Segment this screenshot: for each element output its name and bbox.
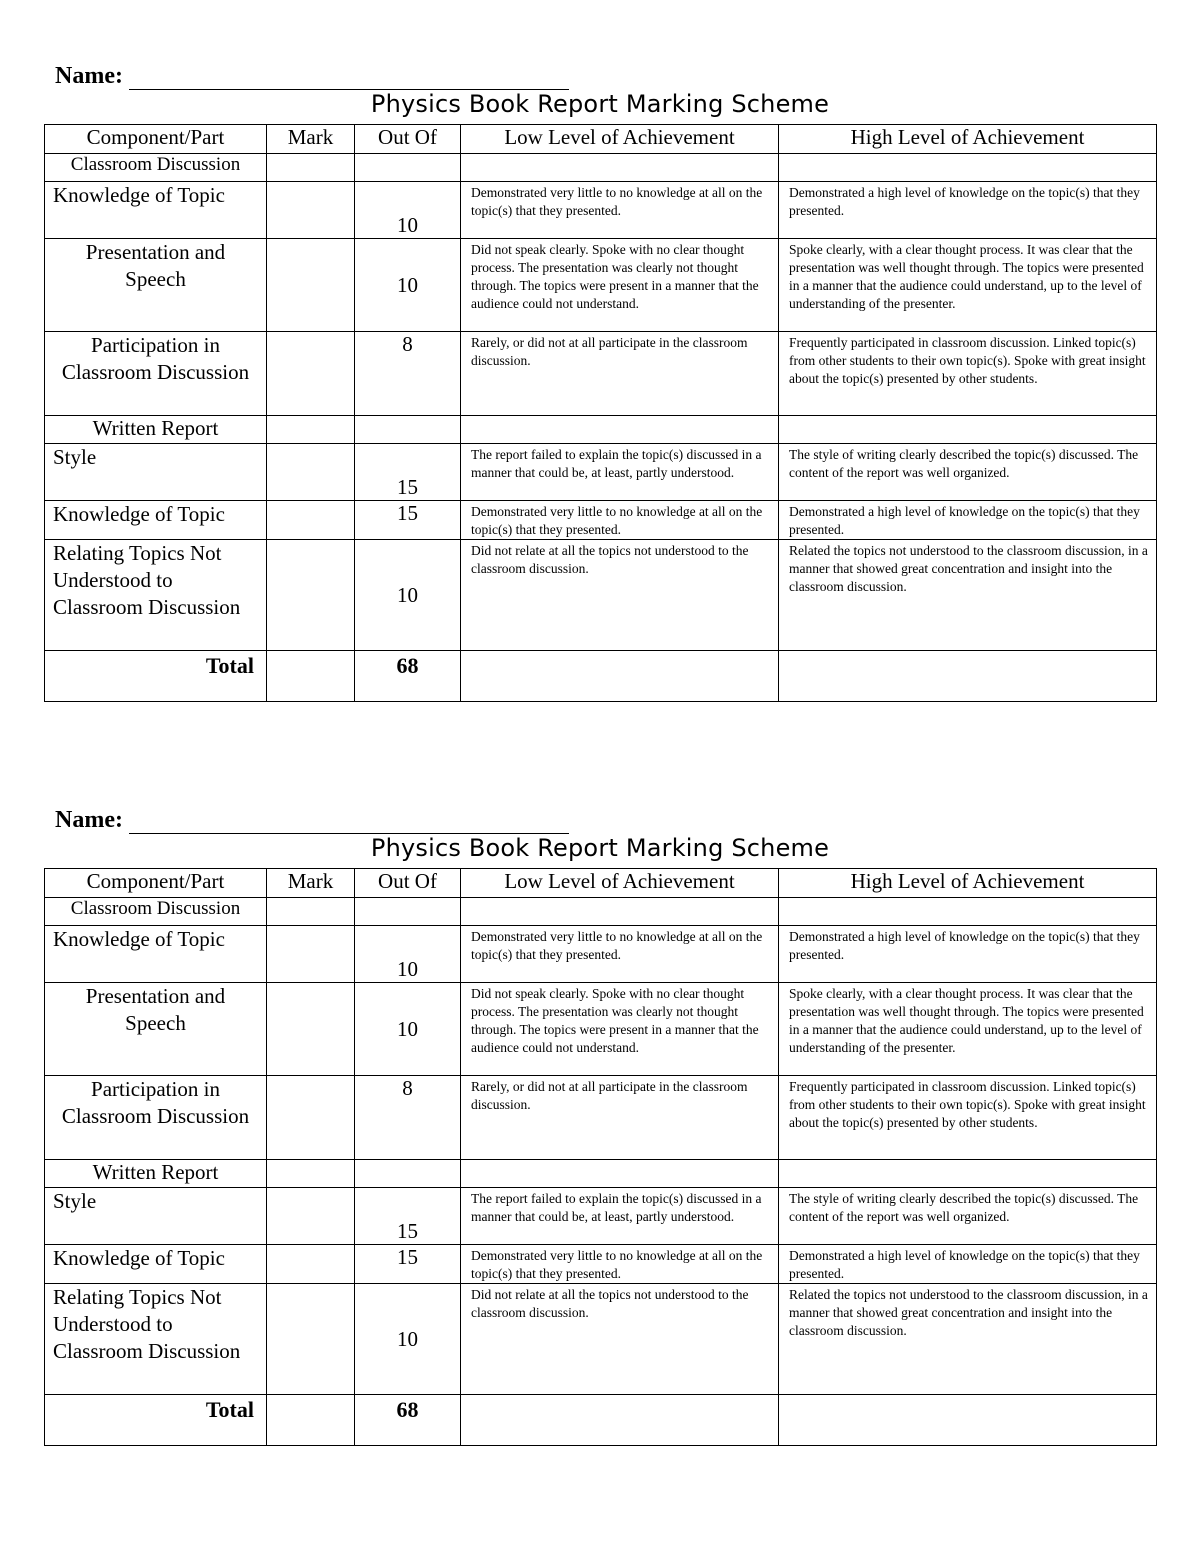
high-level-cell: Related the topics not understood to the classroom discussion, in a manner that showed great concentration and insight into the classroom discussion. xyxy=(779,1284,1157,1395)
total-value: 68 xyxy=(355,1395,461,1446)
table-row xyxy=(45,1076,1157,1160)
header-high-level: High Level of Achievement xyxy=(779,125,1157,154)
low-level-cell: Demonstrated very little to no knowledge at all on the topic(s) that they presented. xyxy=(461,501,779,540)
table-row xyxy=(45,926,1157,983)
low-level-cell: Rarely, or did not at all participate in the classroom discussion. xyxy=(461,1076,779,1160)
total-label: Total xyxy=(45,1395,267,1446)
table-row xyxy=(45,1245,1157,1284)
component-cell: Participation in Classroom Discussion xyxy=(45,1076,267,1160)
table-row xyxy=(45,1284,1157,1395)
mark-cell[interactable] xyxy=(267,332,355,416)
high-level-cell: The style of writing clearly described the topic(s) discussed. The content of the report was well organized. xyxy=(779,1188,1157,1245)
section-row-classroom xyxy=(45,898,1157,926)
empty-cell xyxy=(779,1395,1157,1446)
name-row xyxy=(55,56,569,90)
out-of-cell: 10 xyxy=(355,926,461,983)
component-cell: Style xyxy=(45,1188,267,1245)
low-level-cell: Demonstrated very little to no knowledge at all on the topic(s) that they presented. xyxy=(461,182,779,239)
out-of-cell: 10 xyxy=(355,182,461,239)
low-level-cell: Demonstrated very little to no knowledge at all on the topic(s) that they presented. xyxy=(461,1245,779,1284)
component-cell: Knowledge of Topic xyxy=(45,182,267,239)
table-header-row xyxy=(45,125,1157,154)
header-mark: Mark xyxy=(267,125,355,154)
empty-cell xyxy=(355,1160,461,1188)
component-cell: Participation in Classroom Discussion xyxy=(45,332,267,416)
mark-cell[interactable] xyxy=(267,239,355,332)
mark-cell[interactable] xyxy=(267,154,355,182)
out-of-cell: 10 xyxy=(355,239,461,332)
section-row-written xyxy=(45,416,1157,444)
out-of-cell: 15 xyxy=(355,1188,461,1245)
mark-cell[interactable] xyxy=(267,1188,355,1245)
mark-cell[interactable] xyxy=(267,926,355,983)
component-cell: Knowledge of Topic xyxy=(45,926,267,983)
empty-cell xyxy=(461,154,779,182)
out-of-cell: 8 xyxy=(355,332,461,416)
header-out-of: Out Of xyxy=(355,125,461,154)
high-level-cell: Frequently participated in classroom discussion. Linked topic(s) from other students to their own topic(s). Spoke with great insight about the topic(s) presented by other students. xyxy=(779,332,1157,416)
out-of-cell: 10 xyxy=(355,540,461,651)
high-level-cell: Demonstrated a high level of knowledge on the topic(s) that they presented. xyxy=(779,1245,1157,1284)
total-value: 68 xyxy=(355,651,461,702)
component-cell: Presentation and Speech xyxy=(45,239,267,332)
section-label-written: Written Report xyxy=(45,1160,267,1188)
empty-cell xyxy=(461,898,779,926)
table-row xyxy=(45,239,1157,332)
low-level-cell: Demonstrated very little to no knowledge at all on the topic(s) that they presented. xyxy=(461,926,779,983)
empty-cell xyxy=(355,416,461,444)
total-label: Total xyxy=(45,651,267,702)
high-level-cell: Demonstrated a high level of knowledge on the topic(s) that they presented. xyxy=(779,182,1157,239)
mark-cell[interactable] xyxy=(267,983,355,1076)
high-level-cell: Demonstrated a high level of knowledge on the topic(s) that they presented. xyxy=(779,501,1157,540)
header-high-level: High Level of Achievement xyxy=(779,869,1157,898)
low-level-cell: Did not relate at all the topics not understood to the classroom discussion. xyxy=(461,1284,779,1395)
out-of-cell: 10 xyxy=(355,983,461,1076)
page-title: Physics Book Report Marking Scheme xyxy=(370,90,830,118)
name-field[interactable] xyxy=(129,805,569,834)
empty-cell xyxy=(779,416,1157,444)
component-cell: Knowledge of Topic xyxy=(45,501,267,540)
empty-cell xyxy=(779,898,1157,926)
low-level-cell: Did not speak clearly. Spoke with no clear thought process. The presentation was clearly not thought through. The topics were present in a manner that the audience could not understand. xyxy=(461,239,779,332)
low-level-cell: The report failed to explain the topic(s) discussed in a manner that could be, at least, partly understood. xyxy=(461,444,779,501)
mark-cell[interactable] xyxy=(267,1076,355,1160)
low-level-cell: Rarely, or did not at all participate in the classroom discussion. xyxy=(461,332,779,416)
total-mark-cell[interactable] xyxy=(267,651,355,702)
empty-cell xyxy=(355,154,461,182)
table-row xyxy=(45,983,1157,1076)
component-cell: Style xyxy=(45,444,267,501)
header-component: Component/Part xyxy=(45,125,267,154)
component-cell: Knowledge of Topic xyxy=(45,1245,267,1284)
header-low-level: Low Level of Achievement xyxy=(461,125,779,154)
table-row xyxy=(45,501,1157,540)
header-mark: Mark xyxy=(267,869,355,898)
section-row-classroom xyxy=(45,154,1157,182)
total-row xyxy=(45,651,1157,702)
high-level-cell: Related the topics not understood to the classroom discussion, in a manner that showed great concentration and insight into the classroom discussion. xyxy=(779,540,1157,651)
name-label: Name: xyxy=(55,63,123,89)
low-level-cell: The report failed to explain the topic(s) discussed in a manner that could be, at least, partly understood. xyxy=(461,1188,779,1245)
section-label-written: Written Report xyxy=(45,416,267,444)
header-component: Component/Part xyxy=(45,869,267,898)
high-level-cell: Demonstrated a high level of knowledge on the topic(s) that they presented. xyxy=(779,926,1157,983)
name-field[interactable] xyxy=(129,61,569,90)
low-level-cell: Did not relate at all the topics not understood to the classroom discussion. xyxy=(461,540,779,651)
table-row xyxy=(45,1188,1157,1245)
table-row xyxy=(45,182,1157,239)
component-cell: Relating Topics Not Understood to Classroom Discussion xyxy=(45,540,267,651)
name-row xyxy=(55,800,569,834)
high-level-cell: The style of writing clearly described the topic(s) discussed. The content of the report was well organized. xyxy=(779,444,1157,501)
out-of-cell: 10 xyxy=(355,1284,461,1395)
empty-cell xyxy=(779,154,1157,182)
mark-cell[interactable] xyxy=(267,416,355,444)
empty-cell xyxy=(779,651,1157,702)
empty-cell xyxy=(461,1160,779,1188)
out-of-cell: 15 xyxy=(355,501,461,540)
mark-cell[interactable] xyxy=(267,501,355,540)
out-of-cell: 8 xyxy=(355,1076,461,1160)
high-level-cell: Spoke clearly, with a clear thought process. It was clear that the presentation was well thought through. The topics were presented in a manner that the audience could understand, up to the level of understanding of the presenter. xyxy=(779,239,1157,332)
mark-cell[interactable] xyxy=(267,898,355,926)
high-level-cell: Frequently participated in classroom discussion. Linked topic(s) from other students to their own topic(s). Spoke with great insight about the topic(s) presented by other students. xyxy=(779,1076,1157,1160)
empty-cell xyxy=(461,651,779,702)
mark-cell[interactable] xyxy=(267,1160,355,1188)
component-cell: Presentation and Speech xyxy=(45,983,267,1076)
empty-cell xyxy=(461,1395,779,1446)
total-row xyxy=(45,1395,1157,1446)
table-row xyxy=(45,444,1157,501)
section-label-classroom: Classroom Discussion xyxy=(45,898,267,926)
mark-cell[interactable] xyxy=(267,540,355,651)
page-title: Physics Book Report Marking Scheme xyxy=(370,834,830,862)
marking-table xyxy=(44,124,1157,702)
mark-cell[interactable] xyxy=(267,182,355,239)
header-low-level: Low Level of Achievement xyxy=(461,869,779,898)
empty-cell xyxy=(461,416,779,444)
component-cell: Relating Topics Not Understood to Classroom Discussion xyxy=(45,1284,267,1395)
marking-table xyxy=(44,868,1157,1446)
name-label: Name: xyxy=(55,807,123,833)
out-of-cell: 15 xyxy=(355,444,461,501)
total-mark-cell[interactable] xyxy=(267,1395,355,1446)
header-out-of: Out Of xyxy=(355,869,461,898)
high-level-cell: Spoke clearly, with a clear thought process. It was clear that the presentation was well thought through. The topics were presented in a manner that the audience could understand, up to the level of understanding of the presenter. xyxy=(779,983,1157,1076)
mark-cell[interactable] xyxy=(267,1284,355,1395)
mark-cell[interactable] xyxy=(267,444,355,501)
section-label-classroom: Classroom Discussion xyxy=(45,154,267,182)
empty-cell xyxy=(779,1160,1157,1188)
table-row xyxy=(45,540,1157,651)
low-level-cell: Did not speak clearly. Spoke with no clear thought process. The presentation was clearly not thought through. The topics were present in a manner that the audience could not understand. xyxy=(461,983,779,1076)
mark-cell[interactable] xyxy=(267,1245,355,1284)
empty-cell xyxy=(355,898,461,926)
table-header-row xyxy=(45,869,1157,898)
table-row xyxy=(45,332,1157,416)
section-row-written xyxy=(45,1160,1157,1188)
out-of-cell: 15 xyxy=(355,1245,461,1284)
